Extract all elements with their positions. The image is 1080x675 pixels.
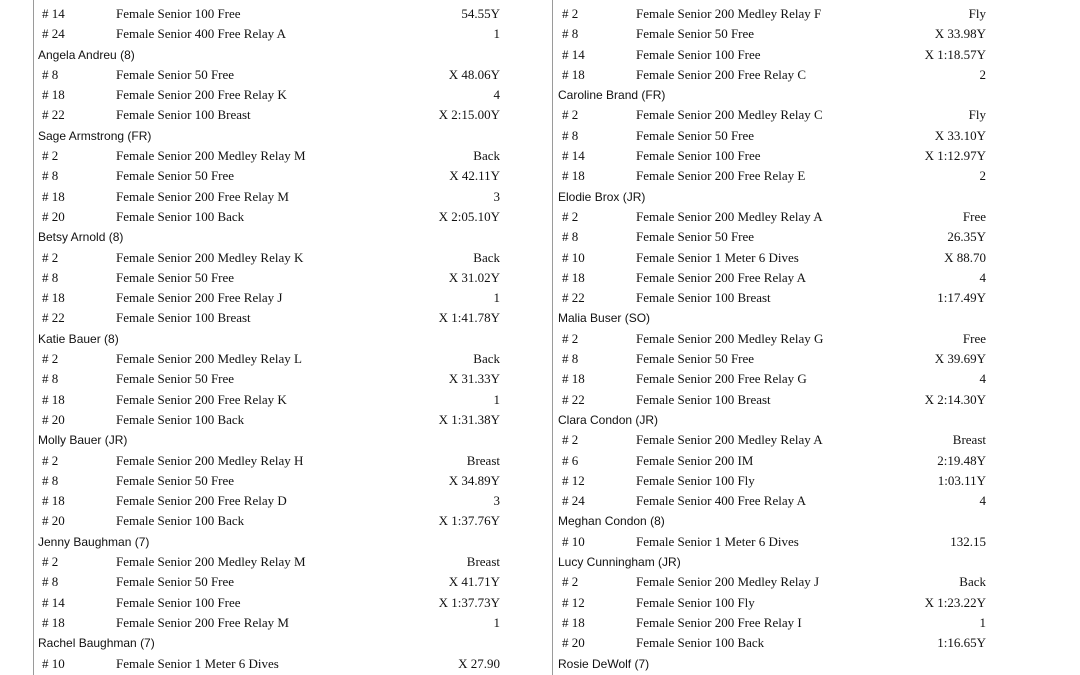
- event-number: # 2: [562, 574, 579, 590]
- event-entry: [34, 369, 508, 389]
- event-name: Female Senior 50 Free: [636, 26, 755, 42]
- entry-result: 4: [493, 87, 500, 103]
- entry-result: 1:03.11Y: [937, 472, 986, 488]
- event-number: # 22: [42, 107, 65, 123]
- event-entry: [34, 146, 508, 166]
- event-number: # 2: [562, 208, 579, 224]
- right-column: [554, 4, 988, 674]
- event-number: # 18: [562, 371, 585, 387]
- event-name: Female Senior 200 Free Relay K: [116, 391, 287, 407]
- event-name: Female Senior 100 Free: [116, 6, 241, 21]
- event-number: # 22: [562, 290, 585, 306]
- event-number: # 22: [42, 310, 65, 326]
- event-entry: [34, 511, 508, 531]
- event-number: # 20: [42, 208, 65, 224]
- event-number: # 8: [562, 229, 579, 245]
- entry-result: 2: [979, 66, 986, 82]
- entry-result: Back: [473, 249, 500, 265]
- event-number: # 12: [562, 594, 585, 610]
- event-name: Female Senior 200 IM: [636, 452, 754, 468]
- entry-result: Breast: [466, 554, 500, 570]
- event-name: Female Senior 100 Free: [116, 594, 241, 610]
- event-name: Female Senior 1 Meter 6 Dives: [636, 533, 799, 549]
- event-entry: [554, 166, 988, 186]
- event-entry: [554, 369, 988, 389]
- event-name: Female Senior 200 Medley Relay F: [636, 6, 822, 21]
- entry-result: X 2:14.30Y: [924, 391, 986, 407]
- event-entry: [554, 532, 988, 552]
- swimmer-name: Elodie Brox (JR): [558, 189, 646, 204]
- event-number: # 18: [562, 168, 585, 184]
- event-name: Female Senior 50 Free: [116, 574, 235, 590]
- swimmer-name: Jenny Baughman (7): [38, 534, 150, 549]
- entry-result: 2: [979, 168, 986, 184]
- event-number: # 2: [42, 351, 59, 367]
- entry-result: 4: [979, 269, 986, 285]
- event-entry: [34, 349, 508, 369]
- event-entry: [554, 390, 988, 410]
- event-name: Female Senior 50 Free: [116, 168, 235, 184]
- event-name: Female Senior 50 Free: [636, 351, 755, 367]
- entry-result: 54.55Y: [461, 6, 500, 21]
- event-entry: [554, 491, 988, 511]
- event-number: # 8: [562, 351, 579, 367]
- event-name: Female Senior 200 Free Relay G: [636, 371, 807, 387]
- event-name: Female Senior 100 Back: [116, 411, 245, 427]
- swimmer-name: Sage Armstrong (FR): [38, 128, 152, 143]
- event-number: # 18: [562, 269, 585, 285]
- event-name: Female Senior 200 Medley Relay A: [636, 432, 823, 448]
- event-name: Female Senior 200 Free Relay A: [636, 269, 807, 285]
- entry-result: 4: [979, 371, 986, 387]
- event-number: # 2: [562, 432, 579, 448]
- event-number: # 2: [562, 330, 579, 346]
- entry-result: X 1:31.38Y: [438, 411, 500, 427]
- event-entry: [554, 349, 988, 369]
- event-name: Female Senior 50 Free: [116, 66, 235, 82]
- entry-result: 2:19.48Y: [937, 452, 986, 468]
- entry-result: 1: [493, 614, 500, 630]
- event-entry: [34, 288, 508, 308]
- entry-result: Back: [959, 574, 986, 590]
- entry-result: X 1:23.22Y: [924, 594, 986, 610]
- event-name: Female Senior 100 Free: [636, 148, 761, 164]
- event-number: # 10: [562, 533, 585, 549]
- event-number: # 8: [42, 168, 59, 184]
- event-name: Female Senior 200 Free Relay K: [116, 87, 287, 103]
- swimmer-name: Katie Bauer (8): [38, 331, 119, 346]
- entry-result: Free: [962, 208, 986, 224]
- entry-result: Breast: [466, 452, 500, 468]
- event-entry: [34, 187, 508, 207]
- event-number: # 14: [562, 148, 585, 164]
- swimmer-name: Betsy Arnold (8): [38, 230, 124, 245]
- entry-result: X 48.06Y: [448, 66, 500, 82]
- event-entry: [554, 24, 988, 44]
- event-entry: [554, 227, 988, 247]
- entry-result: 26.35Y: [947, 229, 986, 245]
- event-entry: [34, 390, 508, 410]
- event-entry: [554, 268, 988, 288]
- swimmer-name: Rachel Baughman (7): [38, 636, 155, 651]
- event-number: # 8: [42, 574, 59, 590]
- event-entry: [554, 207, 988, 227]
- event-name: Female Senior 100 Breast: [116, 310, 251, 326]
- entry-result: Fly: [968, 6, 986, 21]
- event-number: # 14: [42, 6, 65, 21]
- event-entry: [554, 126, 988, 146]
- swimmer-name: Meghan Condon (8): [558, 514, 665, 529]
- event-number: # 10: [42, 655, 65, 671]
- entry-result: 1: [493, 26, 500, 42]
- entry-result: Fly: [968, 107, 986, 123]
- event-name: Female Senior 200 Free Relay M: [116, 188, 289, 204]
- event-number: # 20: [42, 513, 65, 529]
- event-name: Female Senior 200 Free Relay D: [116, 493, 287, 509]
- event-entry: [554, 4, 988, 24]
- entry-result: 3: [493, 493, 500, 509]
- event-name: Female Senior 50 Free: [636, 127, 755, 143]
- event-number: # 18: [42, 87, 65, 103]
- event-entry: [554, 593, 988, 613]
- event-entry: [34, 248, 508, 268]
- event-entry: [34, 207, 508, 227]
- event-entry: [554, 633, 988, 653]
- event-number: # 2: [562, 107, 579, 123]
- swimmer-name: Angela Andreu (8): [38, 47, 135, 62]
- event-number: # 10: [562, 249, 585, 265]
- event-number: # 2: [42, 148, 59, 164]
- left-column: [34, 4, 508, 674]
- event-entry: [34, 105, 508, 125]
- event-entry: [34, 572, 508, 592]
- entry-result: 4: [979, 493, 986, 509]
- event-number: # 24: [42, 26, 65, 42]
- event-name: Female Senior 200 Free Relay M: [116, 614, 289, 630]
- event-name: Female Senior 100 Fly: [636, 594, 755, 610]
- entry-result: 1:17.49Y: [937, 290, 986, 306]
- event-name: Female Senior 200 Medley Relay H: [116, 452, 304, 468]
- entry-result: 1: [979, 614, 986, 630]
- event-entry: [34, 593, 508, 613]
- event-entry: [554, 288, 988, 308]
- event-name: Female Senior 50 Free: [116, 472, 235, 488]
- event-entry: [554, 451, 988, 471]
- entry-result: Free: [962, 330, 986, 346]
- event-entry: [554, 572, 988, 592]
- event-name: Female Senior 50 Free: [636, 229, 755, 245]
- event-number: # 24: [562, 493, 585, 509]
- event-entry: [554, 248, 988, 268]
- event-number: # 18: [562, 614, 585, 630]
- entry-result: X 1:37.73Y: [438, 594, 500, 610]
- event-entry: [554, 65, 988, 85]
- event-entry: [34, 471, 508, 491]
- event-name: Female Senior 100 Back: [116, 208, 245, 224]
- event-entry: [34, 491, 508, 511]
- entry-result: X 33.10Y: [934, 127, 986, 143]
- event-name: Female Senior 400 Free Relay A: [116, 26, 287, 42]
- entry-result: 1: [493, 290, 500, 306]
- event-name: Female Senior 200 Medley Relay M: [116, 554, 306, 570]
- swimmer-name: Rosie DeWolf (7): [558, 656, 650, 671]
- entry-result: 132.15: [950, 533, 986, 549]
- swimmer-name: Caroline Brand (FR): [558, 88, 666, 103]
- event-number: # 20: [562, 635, 585, 651]
- event-entry: [34, 552, 508, 572]
- swimmer-name: Molly Bauer (JR): [38, 433, 128, 448]
- event-number: # 18: [42, 290, 65, 306]
- event-name: Female Senior 400 Free Relay A: [636, 493, 807, 509]
- event-name: Female Senior 200 Medley Relay L: [116, 351, 302, 367]
- event-number: # 2: [562, 6, 579, 21]
- event-number: # 18: [562, 66, 585, 82]
- event-name: Female Senior 200 Free Relay I: [636, 614, 802, 630]
- event-name: Female Senior 200 Free Relay E: [636, 168, 806, 184]
- event-entry: [554, 430, 988, 450]
- entry-result: X 31.02Y: [448, 269, 500, 285]
- event-name: Female Senior 200 Medley Relay A: [636, 208, 823, 224]
- entry-result: X 27.90: [458, 655, 500, 671]
- event-name: Female Senior 50 Free: [116, 269, 235, 285]
- event-entry: [34, 65, 508, 85]
- event-number: # 2: [42, 554, 59, 570]
- event-name: Female Senior 100 Back: [116, 513, 245, 529]
- swimmer-name: Lucy Cunningham (JR): [558, 555, 681, 570]
- event-name: Female Senior 100 Back: [636, 635, 765, 651]
- event-number: # 18: [42, 188, 65, 204]
- event-number: # 22: [562, 391, 585, 407]
- event-number: # 2: [42, 249, 59, 265]
- entry-result: Back: [473, 351, 500, 367]
- event-entry: [34, 85, 508, 105]
- event-name: Female Senior 200 Medley Relay M: [116, 148, 306, 164]
- entry-result: X 1:12.97Y: [924, 148, 986, 164]
- event-entry: [34, 308, 508, 328]
- entry-result: X 31.33Y: [448, 371, 500, 387]
- event-number: # 8: [42, 472, 59, 488]
- column-divider-line: [552, 0, 553, 675]
- event-number: # 8: [42, 269, 59, 285]
- entry-result: X 33.98Y: [934, 26, 986, 42]
- entry-result: 1: [493, 391, 500, 407]
- event-number: # 8: [42, 66, 59, 82]
- event-number: # 8: [562, 26, 579, 42]
- event-entry: [34, 4, 508, 24]
- entry-result: 3: [493, 188, 500, 204]
- event-entry: [34, 410, 508, 430]
- event-entry: [554, 105, 988, 125]
- entry-result: X 34.89Y: [448, 472, 500, 488]
- event-number: # 14: [42, 594, 65, 610]
- entry-result: X 1:18.57Y: [924, 46, 986, 62]
- event-number: # 18: [42, 614, 65, 630]
- event-number: # 6: [562, 452, 579, 468]
- event-entry: [554, 45, 988, 65]
- entry-result: Breast: [952, 432, 986, 448]
- event-number: # 8: [562, 127, 579, 143]
- event-entry: [34, 654, 508, 674]
- event-entry: [554, 471, 988, 491]
- event-name: Female Senior 100 Free: [636, 46, 761, 62]
- entry-result: X 41.71Y: [448, 574, 500, 590]
- entry-result: X 1:41.78Y: [438, 310, 500, 326]
- event-entry: [34, 268, 508, 288]
- entry-result: 1:16.65Y: [937, 635, 986, 651]
- event-entry: [554, 329, 988, 349]
- event-name: Female Senior 200 Medley Relay J: [636, 574, 820, 590]
- event-name: Female Senior 1 Meter 6 Dives: [636, 249, 799, 265]
- event-number: # 18: [42, 493, 65, 509]
- event-name: Female Senior 1 Meter 6 Dives: [116, 655, 279, 671]
- event-number: # 18: [42, 391, 65, 407]
- entry-result: X 2:05.10Y: [438, 208, 500, 224]
- swimmer-name: Clara Condon (JR): [558, 412, 659, 427]
- event-entry: [554, 613, 988, 633]
- event-name: Female Senior 50 Free: [116, 371, 235, 387]
- entry-result: Back: [473, 148, 500, 164]
- event-name: Female Senior 200 Free Relay C: [636, 66, 807, 82]
- swimmer-name: Malia Buser (SO): [558, 311, 651, 326]
- event-entry: [34, 613, 508, 633]
- entry-result: X 2:15.00Y: [438, 107, 500, 123]
- entry-result: X 1:37.76Y: [438, 513, 500, 529]
- event-name: Female Senior 200 Free Relay J: [116, 290, 283, 306]
- event-name: Female Senior 100 Breast: [116, 107, 251, 123]
- event-number: # 12: [562, 472, 585, 488]
- entry-result: X 39.69Y: [934, 351, 986, 367]
- event-number: # 2: [42, 452, 59, 468]
- event-entry: [554, 146, 988, 166]
- event-name: Female Senior 200 Medley Relay K: [116, 249, 304, 265]
- event-name: Female Senior 100 Fly: [636, 472, 755, 488]
- event-name: Female Senior 200 Medley Relay G: [636, 330, 824, 346]
- event-number: # 8: [42, 371, 59, 387]
- event-number: # 20: [42, 411, 65, 427]
- event-name: Female Senior 100 Breast: [636, 391, 771, 407]
- event-name: Female Senior 100 Breast: [636, 290, 771, 306]
- event-entry: [34, 451, 508, 471]
- event-entry: [34, 24, 508, 44]
- event-entry: [34, 166, 508, 186]
- entry-result: X 42.11Y: [449, 168, 500, 184]
- event-name: Female Senior 200 Medley Relay C: [636, 107, 823, 123]
- entry-result: X 88.70: [944, 249, 986, 265]
- event-number: # 14: [562, 46, 585, 62]
